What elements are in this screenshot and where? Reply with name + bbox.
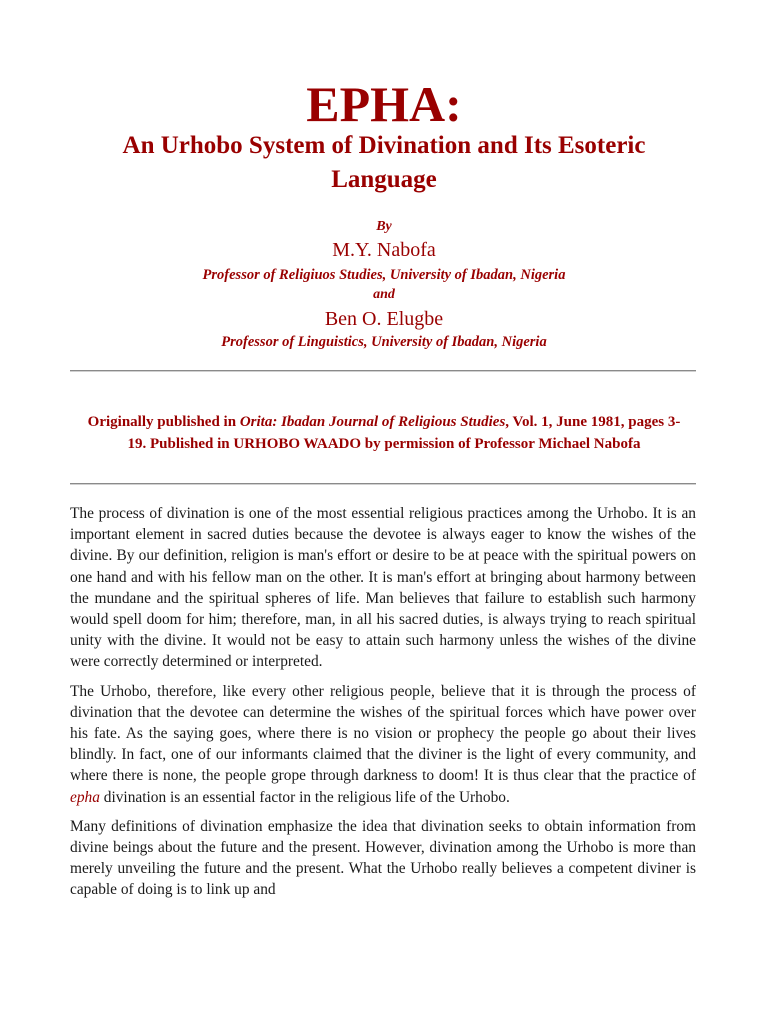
author-affiliation-1: Professor of Religiuos Studies, University of Ibadan, Nigeria bbox=[202, 267, 566, 283]
author-name-2: Ben O. Elugbe bbox=[324, 308, 444, 330]
paragraph-2-text-before: The Urhobo, therefore, like every other religious people, believe that it is through the process of divination that the devotee can determine the wishes of the spiritual forces which have power over his fate. As the saying goes, where there is no vision or prophecy the people go about their lives blindly. In fact, one of our informants claimed that the diviner is the light of every community, and where there is none, the people grope through darkness to doom! It is thus clear that the practice of bbox=[70, 682, 696, 785]
and-label: and bbox=[373, 287, 395, 302]
paragraph-2-text-after: divination is an essential factor in the religious life of the Urhobo. bbox=[99, 788, 510, 806]
by-label: By bbox=[376, 219, 392, 234]
publication-prefix: Originally published in bbox=[87, 414, 240, 430]
paragraph-2 bbox=[70, 681, 696, 808]
author-affiliation-2: Professor of Linguistics, University of Ibadan, Nigeria bbox=[221, 334, 547, 350]
paragraph-3: Many definitions of divination emphasize the idea that divination seeks to obtain information from divine beings about the future and the present. However, divination among the Urhobo is more than merely unveiling the future and the present. What the Urhobo really believes a competent diviner is capable of doing is to link up and bbox=[70, 817, 696, 899]
journal-name: Orita: Ibadan Journal of Religious Studies bbox=[239, 414, 506, 430]
paragraph-1: The process of divination is one of the most essential religious practices among the Urhobo. It is an important element in sacred duties because the devotee is always eager to know the wishes of the divine. By our definition, religion is man's effort or desire to be at peace with the spiritual powers on one hand and with his fellow man on the other. It is man's effort at bringing about harmony between the mundane and the spiritual spheres of life. Man believes that failure to establish such harmony would spell doom for him; therefore, man, in all his sacred duties, is always trying to reach spiritual unity with the divine. It would not be easy to attain such harmony unless the wishes of the divine were correctly determined or interpreted. bbox=[70, 505, 696, 671]
top-divider bbox=[70, 370, 696, 372]
publication-note bbox=[82, 411, 686, 455]
document-title: EPHA: bbox=[306, 76, 462, 132]
bottom-divider bbox=[70, 483, 696, 485]
publication-suffix: , Vol. 1, June 1981, pages 3-19. Published in URHOBO WAADO by permission of Professor Michael Nabofa bbox=[127, 414, 681, 452]
article-body bbox=[70, 503, 696, 909]
epha-term: epha bbox=[70, 788, 100, 806]
document-subtitle: An Urhobo System of Divination and Its Esoteric Language bbox=[122, 132, 646, 193]
author-name-1: M.Y. Nabofa bbox=[332, 239, 436, 261]
